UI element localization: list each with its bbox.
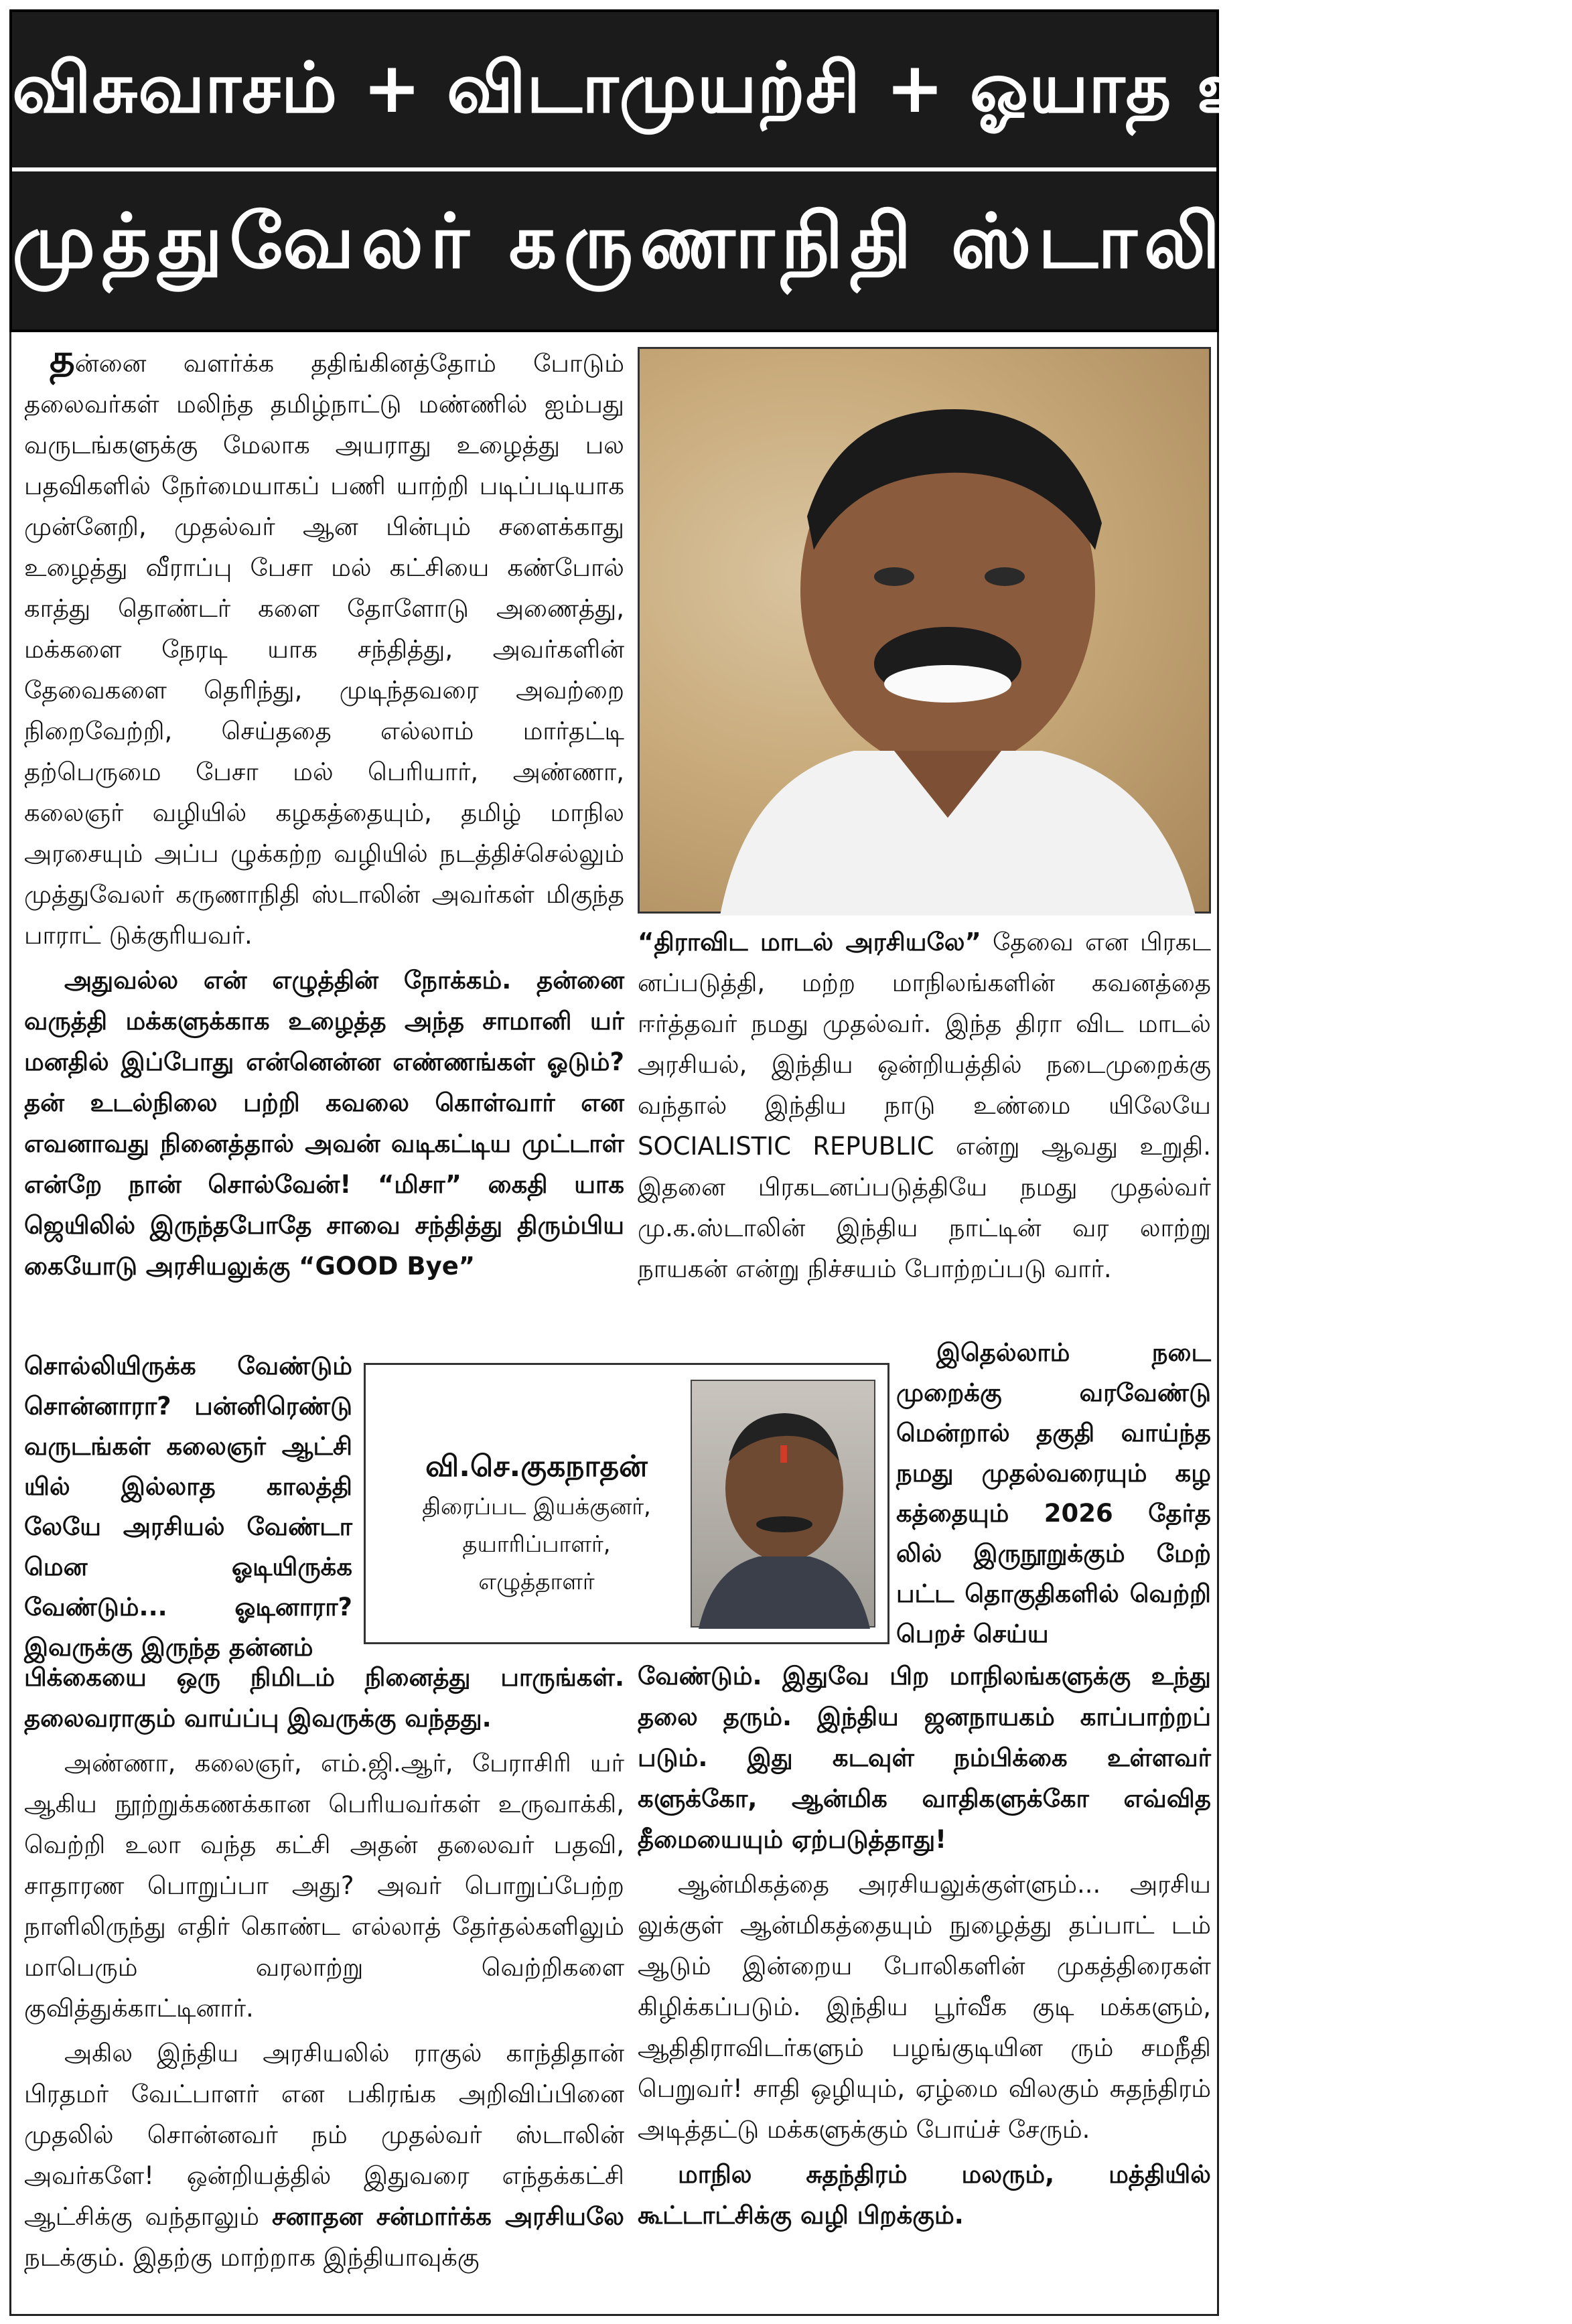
author-name: வி.செ.குகநாதன் xyxy=(425,1449,648,1483)
paragraph-purpose-continued: சொல்லியிருக்க வேண்டும் சொன்னாரா? பன்னிரெண்டு வருடங்கள் கலைஞர் ஆட்சி யில் இல்லாத காலத்தி லேயே அரசியல் வேண்டா மென ஓடியிருக்க வேண்டும்... ஓடினாரா? இவருக்கு இருந்த தன்னம் xyxy=(24,1352,352,1662)
paragraph-democracy: வேண்டும். இதுவே பிற மாநிலங்களுக்கு உந்து தலை தரும். இந்திய ஜனநாயகம் காப்பாற்றப் படும். இது கடவுள் நம்பிக்கை உள்ளவர் களுக்கோ, ஆன்மிக வாதிகளுக்கோ எவ்வித தீமையையும் ஏற்படுத்தாது! xyxy=(638,1662,1211,1854)
author-info xyxy=(379,1445,694,1601)
left-column-bottom xyxy=(24,1657,624,2282)
paragraph-intro: தன்னை வளர்க்க ததிங்கினத்தோம் போடும் தலைவர்கள் மலிந்த தமிழ்நாட்டு மண்ணில் ஐம்பது வருடங்களுக்கு மேலாக அயராது உழைத்து பல பதவிகளில் நேர்மையாகப் பணி யாற்றி படிப்படியாக முன்னேறி, முதல்வர் ஆன பின்பும் சளைக்காது உழைத்து வீராப்பு பேசா மல் கட்சியை கண்போல் காத்து தொண்டர் களை தோளோடு அணைத்து, மக்களை நேரடி யாக சந்தித்து, அவர்களின் தேவைகளை தெரிந்து, முடிந்தவரை அவற்றை நிறைவேற்றி, செய்ததை எல்லாம் மார்தட்டி தற்பெருமை பேசா மல் பெரியார், அண்ணா, கலைஞர் வழியில் கழகத்தையும், தமிழ் மாநில அரசையும் அப்ப ழுக்கற்ற வழியில் நடத்திச்செல்லும் முத்துவேலர் கருணாநிதி ஸ்டாலின் அவர்கள் மிகுந்த பாராட் டுக்குரியவர். xyxy=(24,336,624,950)
chief-minister-photo xyxy=(638,347,1211,914)
headline-line-1: விசுவாசம் + விடாமுயற்சி + ஓயாத உழைப்பு = xyxy=(12,47,1572,129)
portrait-illustration xyxy=(640,349,1213,916)
headline-line-2: முத்துவேலர் கருணாநிதி ஸ்டாலின்! xyxy=(12,198,1348,285)
paragraph-confidence: பிக்கையை ஒரு நிமிடம் நினைத்து பாருங்கள். தலைவராகும் வாய்ப்பு இவருக்கு வந்தது. xyxy=(24,1663,624,1733)
author-role-2: தயாரிப்பாளர், xyxy=(462,1531,611,1558)
author-portrait-illustration xyxy=(692,1381,877,1629)
paragraph-dravidian-model: “திராவிட மாடல் அரசியலே” தேவை என பிரகட னப்படுத்தி, மற்ற மாநிலங்களின் கவனத்தை ஈர்த்தவர் நமது முதல்வர். இந்த திரா விட மாடல் அரசியல், இந்திய ஒன்றியத்தில் நடைமுறைக்கு வந்தால் இந்திய நாடு உண்மை யிலேயே SOCIALISTIC REPUBLIC என்று ஆவது உறுதி. இதனை பிரகடனப்படுத்தியே நமது முதல்வர் மு.க.ஸ்டாலின் இந்திய நாட்டின் வர லாற்று நாயகன் என்று நிச்சயம் போற்றப்படு வார். xyxy=(638,928,1211,1283)
left-column-wrap xyxy=(24,1346,352,1672)
headline-banner xyxy=(9,9,1572,332)
right-column-top xyxy=(638,922,1211,1293)
paragraph-purpose: அதுவல்ல என் எழுத்தின் நோக்கம். தன்னை வருத்தி மக்களுக்காக உழைத்த அந்த சாமானி யர் மனதில் இப்போது என்னென்ன எண்ணங்கள் ஓடும்? தன் உடல்நிலை பற்றி கவலை கொள்வார் என எவனாவது நினைத்தால் அவன் வடிகட்டிய முட்டாள் என்றே நான் சொல்வேன்! “மிசா” கைதி யாக ஜெயிலில் இருந்தபோதே சாவை சந்தித்து திரும்பிய கையோடு அரசியலுக்கு “GOOD Bye” xyxy=(24,966,624,1281)
paragraph-party-history: அண்ணா, கலைஞர், எம்.ஜி.ஆர், பேராசிரி யர் ஆகிய நூற்றுக்கணக்கான பெரியவர்கள் உருவாக்கி, வெற்றி உலா வந்த கட்சி அதன் தலைவர் பதவி, சாதாரண பொறுப்பா அது? அவர் பொறுப்பேற்ற நாளிலிருந்து எதிர் கொண்ட எல்லாத் தேர்தல்களிலும் மாபெரும் வரலாற்று வெற்றிகளை குவித்துக்காட்டினார். xyxy=(24,1749,624,2023)
headline-divider xyxy=(12,167,1216,171)
paragraph-federalism: மாநில சுதந்திரம் மலரும், மத்தியில் கூட்டாட்சிக்கு வழி பிறக்கும். xyxy=(638,2160,1211,2230)
paragraph-pm-candidate: அகில இந்திய அரசியலில் ராகுல் காந்திதான் பிரதமர் வேட்பாளர் என பகிரங்க அறிவிப்பினை முதலில் சொன்னவர் நம் முதல்வர் ஸ்டாலின் அவர்களே! ஒன்றியத்தில் இதுவரை எந்தக்கட்சி ஆட்சிக்கு வந்தாலும் சனாதன சன்மார்க்க அரசியலே நடக்கும். இதற்கு மாற்றாக இந்தியாவுக்கு xyxy=(24,2039,624,2272)
right-column-bottom xyxy=(638,1656,1211,2240)
right-column-wrap xyxy=(896,1333,1211,1658)
paragraph-spirituality: ஆன்மிகத்தை அரசியலுக்குள்ளும்... அரசிய லுக்குள் ஆன்மிகத்தையும் நுழைத்து தப்பாட் டம் ஆடும் இன்றைய போலிகளின் முகத்திரைகள் கிழிக்கப்படும். இந்திய பூர்வீக குடி மக்களும், ஆதிதிராவிடர்களும் பழங்குடியின ரும் சமநீதி பெறுவர்! சாதி ஒழியும், ஏழ்மை விலகும் சுதந்திரம் அடித்தட்டு மக்களுக்கும் போய்ச் சேரும். xyxy=(638,1870,1211,2144)
paragraph-election: இதெல்லாம் நடை முறைக்கு வரவேண்டு மென்றால் தகுதி வாய்ந்த நமது முதல்வரையும் கழ கத்தையும் 2026 தேர்த லில் இருநூறுக்கும் மேற் பட்ட தொகுதிகளில் வெற்றி பெறச் செய்ய xyxy=(896,1338,1211,1648)
drop-cap: த xyxy=(50,336,75,381)
author-photo xyxy=(691,1380,875,1627)
left-column-top xyxy=(24,336,624,1291)
author-role-3: எழுத்தாளர் xyxy=(478,1569,595,1595)
author-role-1: திரைப்பட இயக்குனர், xyxy=(422,1494,651,1520)
author-byline-box xyxy=(364,1363,889,1644)
